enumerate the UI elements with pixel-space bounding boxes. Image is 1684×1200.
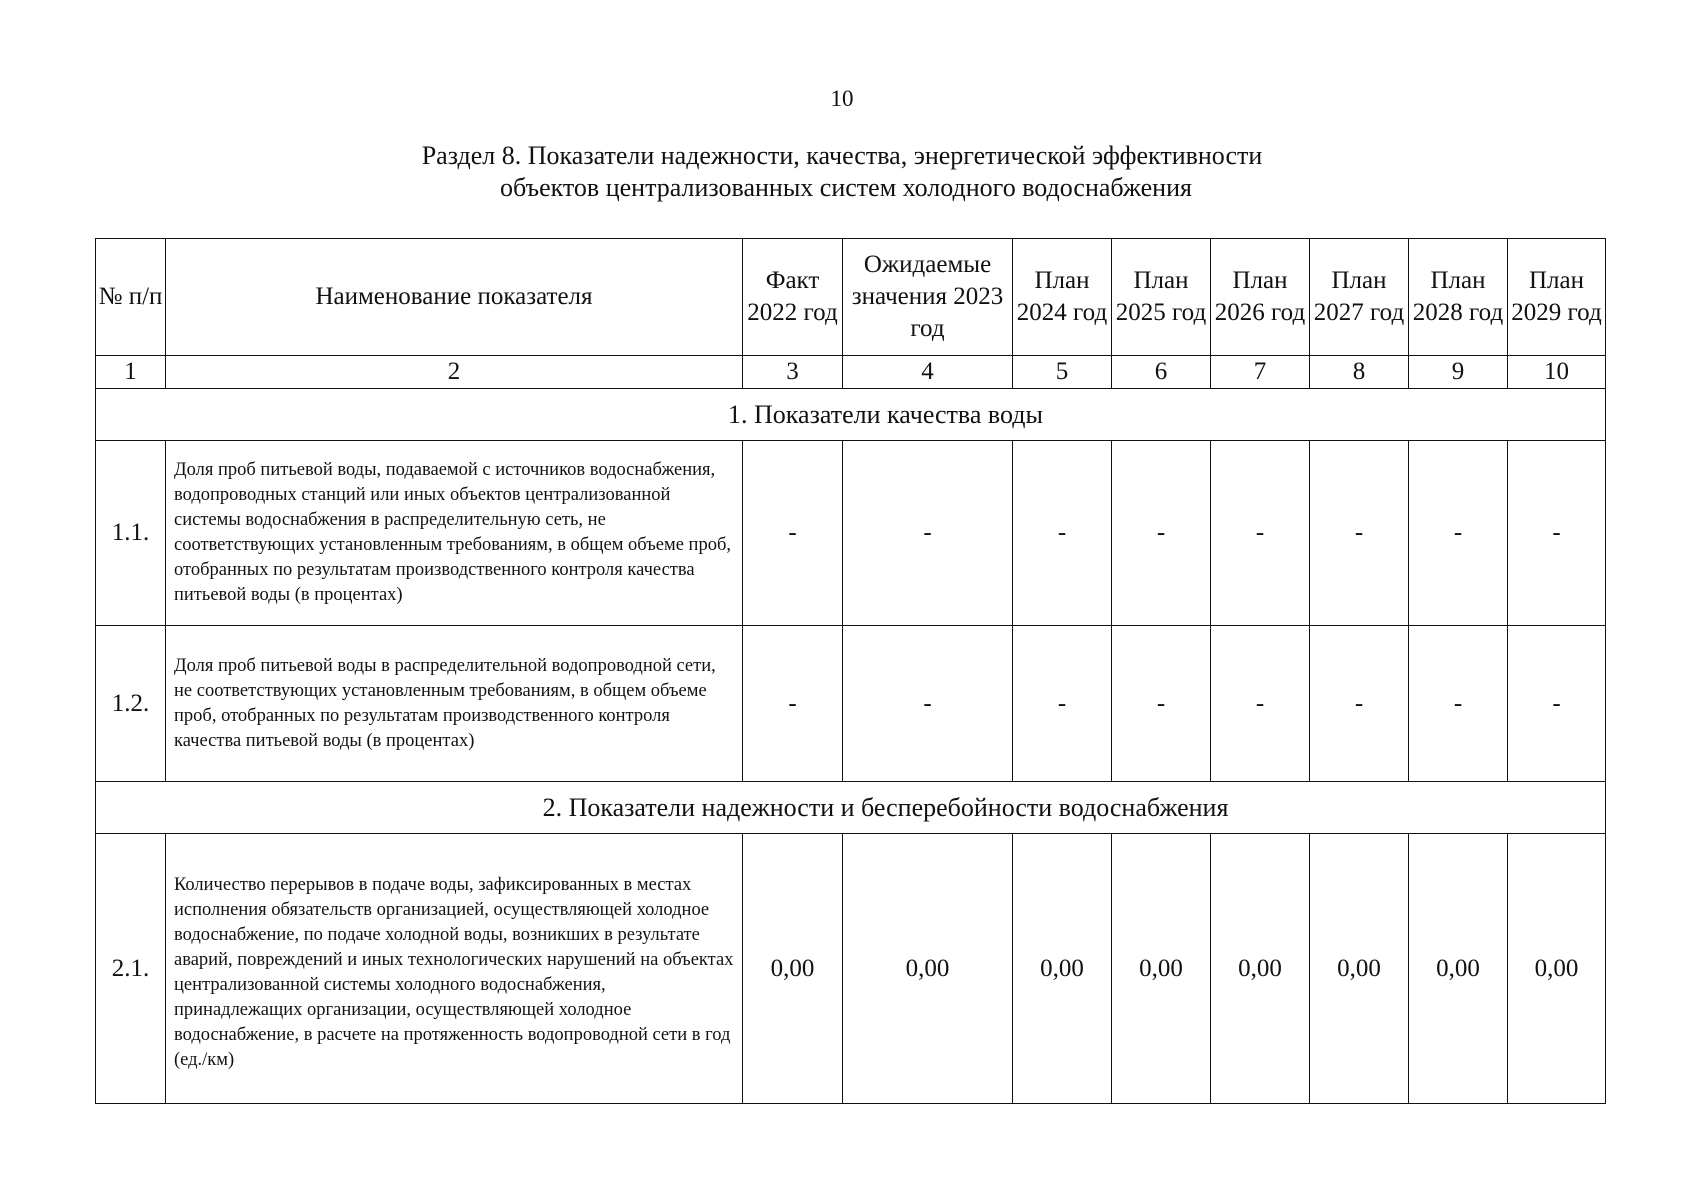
value-cell: -: [743, 441, 843, 626]
header-cell: План 2026 год: [1211, 239, 1310, 356]
table-row: [96, 626, 1606, 782]
header-cell: План 2025 год: [1112, 239, 1211, 356]
value-cell: -: [1310, 441, 1409, 626]
row-index: 1.1.: [96, 441, 166, 626]
value-cell: 0,00: [1112, 834, 1211, 1104]
value-cell: -: [1409, 626, 1508, 782]
column-number: 4: [843, 356, 1013, 389]
value-cell: -: [1508, 626, 1606, 782]
value-cell: -: [1013, 441, 1112, 626]
value-cell: -: [1508, 441, 1606, 626]
value-cell: 0,00: [843, 834, 1013, 1104]
header-cell: План 2024 год: [1013, 239, 1112, 356]
column-number: 3: [743, 356, 843, 389]
indicator-name: Количество перерывов в подаче воды, зафиксированных в местах исполнения обязательств организацией, осуществляющей холодное водоснабжение, по подаче холодной воды, возникших в результате аварий, повреждений и иных технологических нарушений на объектах централизованной системы холодного водоснабжения, принадлежащих организации, осуществляющей холодное водоснабжение, в расчете на протяженность водопроводной сети в год (ед./км): [166, 834, 743, 1104]
section-header: 1. Показатели качества воды: [96, 389, 1606, 441]
value-cell: -: [1112, 626, 1211, 782]
value-cell: 0,00: [1211, 834, 1310, 1104]
column-number: 5: [1013, 356, 1112, 389]
value-cell: 0,00: [1310, 834, 1409, 1104]
value-cell: -: [1211, 626, 1310, 782]
value-cell: -: [743, 626, 843, 782]
value-cell: -: [1211, 441, 1310, 626]
value-cell: 0,00: [1409, 834, 1508, 1104]
column-number: 10: [1508, 356, 1606, 389]
table-row: [96, 441, 1606, 626]
value-cell: -: [843, 441, 1013, 626]
column-number-row: [96, 356, 1606, 389]
value-cell: -: [1409, 441, 1508, 626]
row-index: 1.2.: [96, 626, 166, 782]
value-cell: 0,00: [1013, 834, 1112, 1104]
value-cell: 0,00: [743, 834, 843, 1104]
column-number: 9: [1409, 356, 1508, 389]
indicator-name: Доля проб питьевой воды в распределительной водопроводной сети, не соответствующих установленным требованиям, в общем объеме проб, отобранных по результатам производственного контроля качества питьевой воды (в процентах): [166, 626, 743, 782]
header-cell: № п/п: [96, 239, 166, 356]
page-number: 10: [830, 86, 854, 111]
header-cell: План 2029 год: [1508, 239, 1606, 356]
header-cell: План 2028 год: [1409, 239, 1508, 356]
value-cell: -: [1112, 441, 1211, 626]
header-cell: План 2027 год: [1310, 239, 1409, 356]
indicators-table: [95, 238, 1606, 1104]
section-title: [0, 140, 1684, 204]
value-cell: -: [1013, 626, 1112, 782]
column-number: 8: [1310, 356, 1409, 389]
column-number: 2: [166, 356, 743, 389]
header-cell: Наименование показателя: [166, 239, 743, 356]
column-number: 1: [96, 356, 166, 389]
section-title-line-1: Раздел 8. Показатели надежности, качества, энергетической эффективности: [421, 141, 1263, 170]
indicator-name: Доля проб питьевой воды, подаваемой с источников водоснабжения, водопроводных станций или иных объектов централизованной системы водоснабжения в распределительную сеть, не соответствующих установленным требованиям, в общем объеме проб, отобранных по результатам производственного контроля качества питьевой воды (в процентах): [166, 441, 743, 626]
column-number: 6: [1112, 356, 1211, 389]
section-title-line-2: объектов централизованных систем холодного водоснабжения: [500, 173, 1192, 202]
section-header: 2. Показатели надежности и бесперебойности водоснабжения: [96, 782, 1606, 834]
value-cell: -: [1310, 626, 1409, 782]
row-index: 2.1.: [96, 834, 166, 1104]
header-cell: Факт 2022 год: [743, 239, 843, 356]
value-cell: 0,00: [1508, 834, 1606, 1104]
section-header-row: [96, 389, 1606, 441]
header-cell: Ожидаемые значения 2023 год: [843, 239, 1013, 356]
column-number: 7: [1211, 356, 1310, 389]
section-header-row: [96, 782, 1606, 834]
table-row: [96, 834, 1606, 1104]
header-row: [96, 239, 1606, 356]
value-cell: -: [843, 626, 1013, 782]
